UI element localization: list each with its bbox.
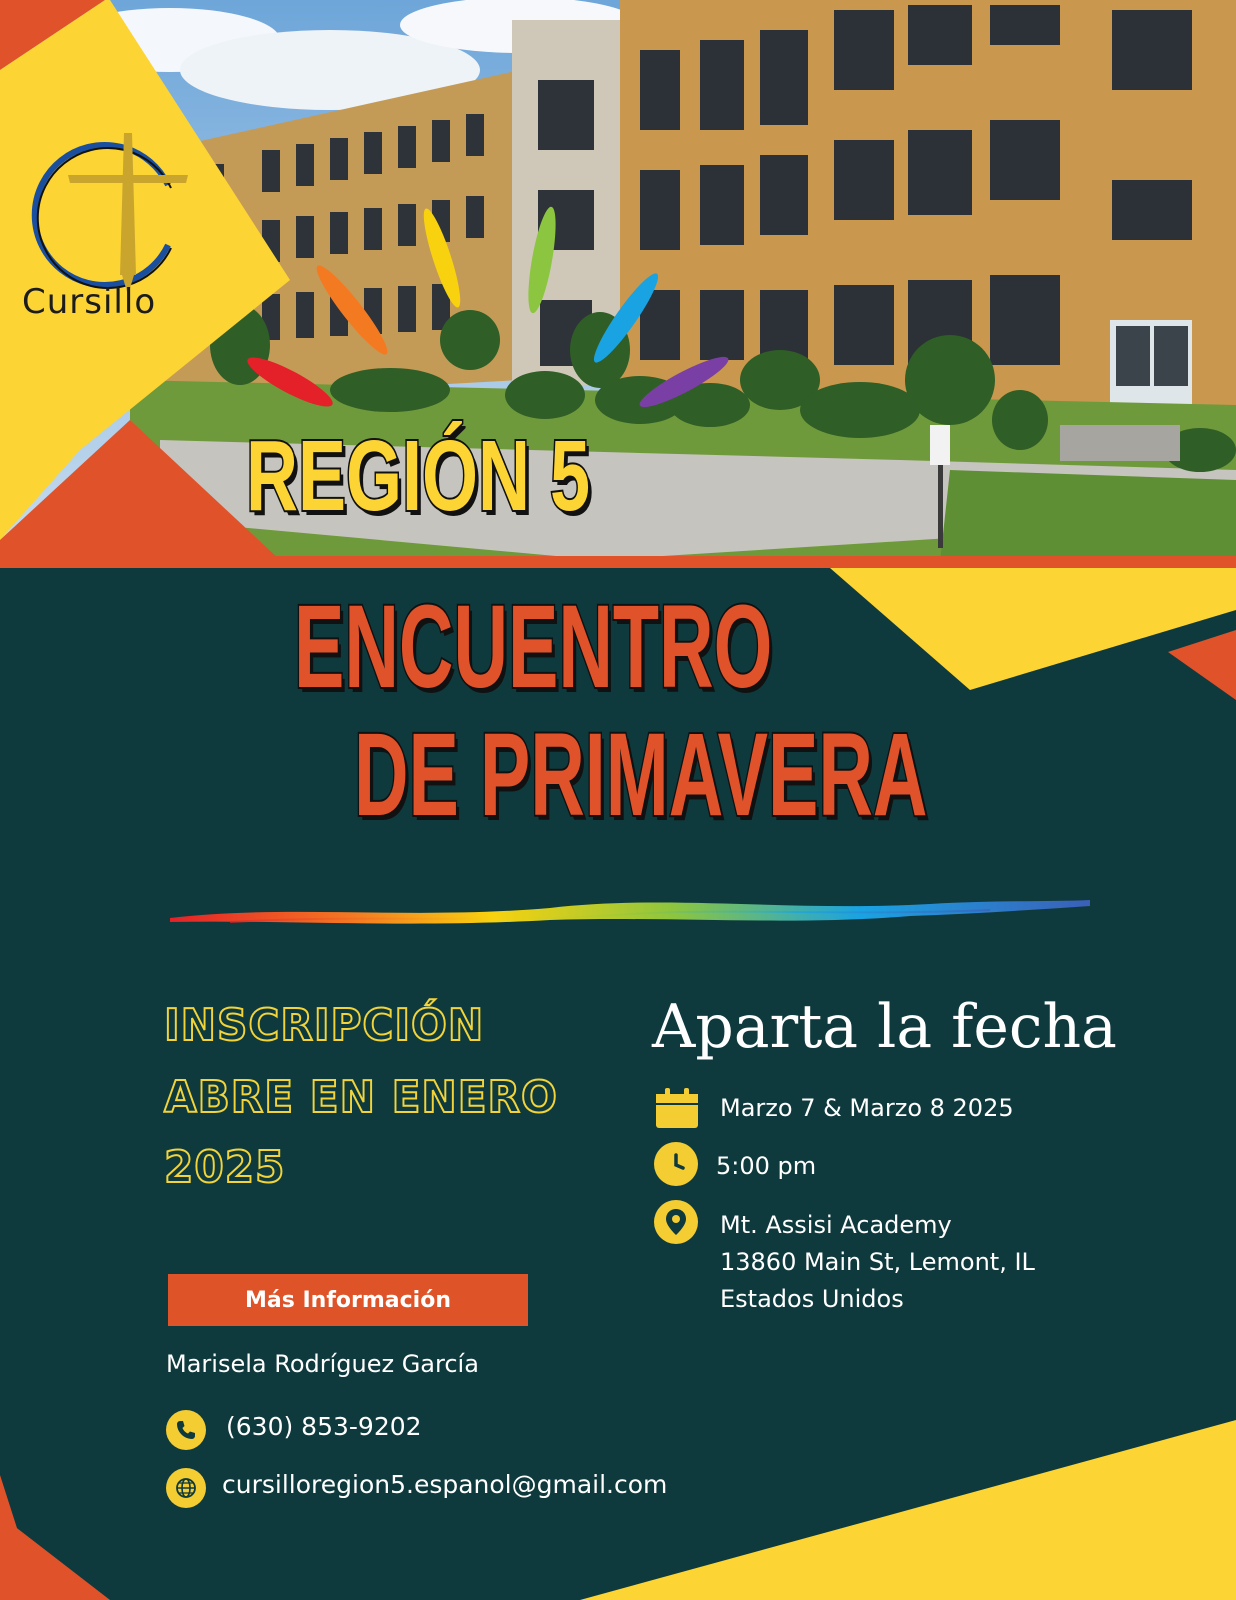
event-date: Marzo 7 & Marzo 8 2025 <box>720 1094 1014 1122</box>
contact-email[interactable]: cursilloregion5.espanol@gmail.com <box>222 1470 668 1499</box>
event-time: 5:00 pm <box>716 1152 817 1180</box>
region-title: REGIÓN 5 <box>246 420 591 532</box>
clock-icon <box>654 1142 698 1186</box>
rainbow-brushstroke <box>170 890 1090 940</box>
location-pin-icon <box>654 1200 698 1244</box>
contact-phone[interactable]: (630) 853-9202 <box>226 1412 422 1441</box>
location-country: Estados Unidos <box>720 1285 904 1313</box>
event-title-line1: ENCUENTRO <box>294 581 773 713</box>
location-address: 13860 Main St, Lemont, IL <box>720 1248 1035 1276</box>
location-name: Mt. Assisi Academy <box>720 1211 952 1239</box>
registration-line3: 2025 <box>164 1142 286 1193</box>
phone-icon <box>166 1410 206 1450</box>
registration-line2: ABRE EN ENERO <box>164 1072 558 1123</box>
logo-text: Cursillo <box>22 282 157 322</box>
registration-line1: INSCRIPCIÓN <box>164 1000 485 1051</box>
more-info-button[interactable]: Más Información <box>168 1274 528 1326</box>
calendar-icon <box>654 1086 700 1130</box>
save-date-title: Aparta la fecha <box>652 992 1117 1062</box>
contact-name: Marisela Rodríguez García <box>166 1350 479 1378</box>
globe-icon <box>166 1468 206 1508</box>
event-title-line2: DE PRIMAVERA <box>354 709 928 841</box>
